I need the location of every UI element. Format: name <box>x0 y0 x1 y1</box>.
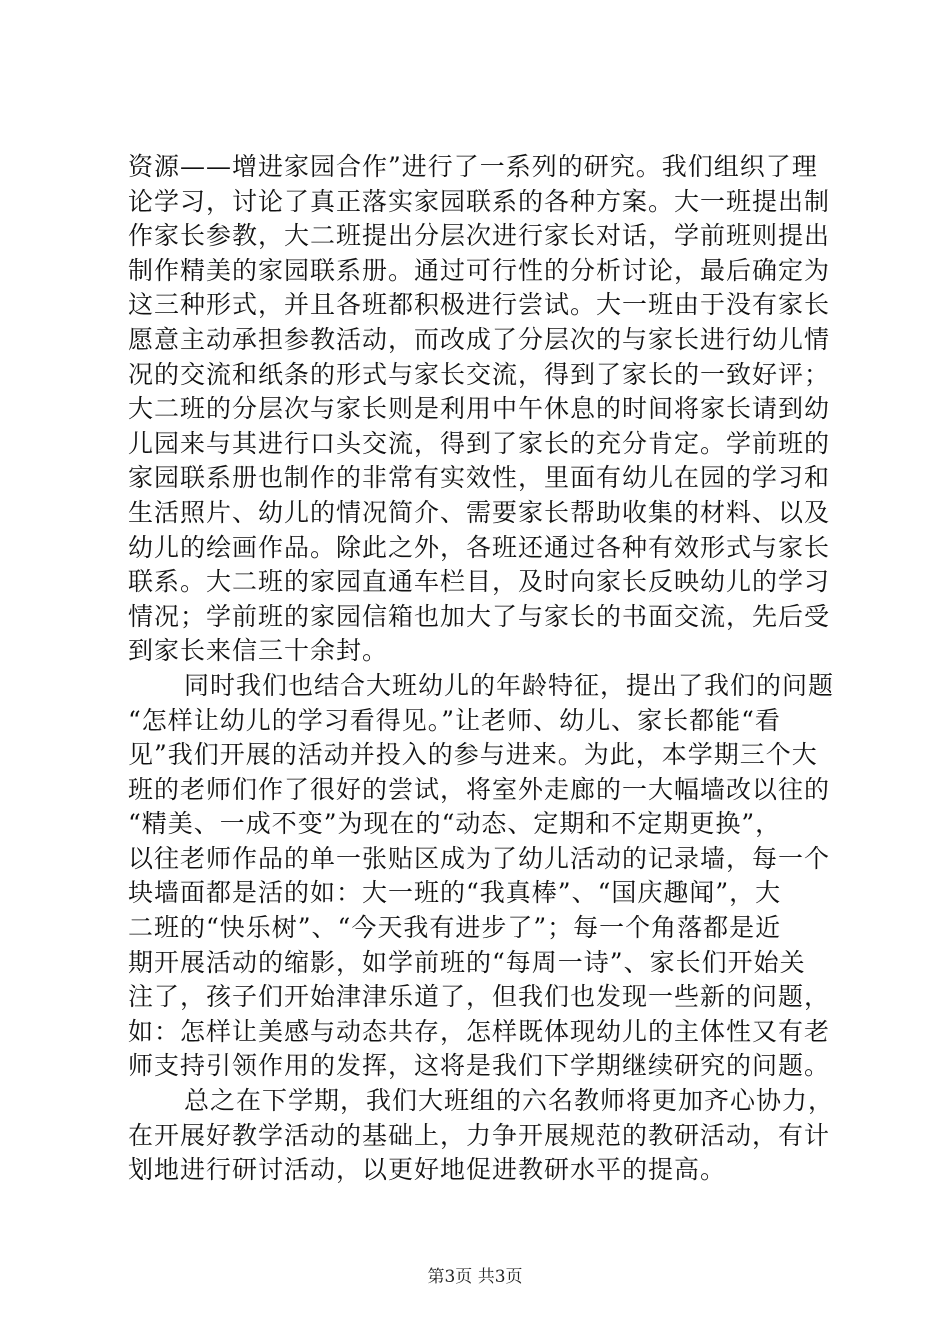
text-line: 制作精美的家园联系册。通过可行性的分析讨论，最后确定为 <box>128 255 831 285</box>
text-line: 二班的“快乐树”、“今天我有进步了”；每一个角落都是近 <box>128 913 782 943</box>
text-line: 期开展活动的缩影，如学前班的“每周一诗”、家长们开始关 <box>128 947 806 977</box>
text-line: 作家长参教，大二班提出分层次进行家长对话，学前班则提出 <box>128 221 831 251</box>
paragraph-start-line: 同时我们也结合大班幼儿的年龄特征，提出了我们的问题 <box>184 670 835 700</box>
text-line: 联系。大二班的家园直通车栏目，及时向家长反映幼儿的学习 <box>128 567 831 597</box>
text-line: 划地进行研讨活动，以更好地促进教研水平的提高。 <box>128 1155 727 1185</box>
text-line: 生活照片、幼儿的情况简介、需要家长帮助收集的材料、以及 <box>128 497 831 527</box>
paragraph-start-line: 总之在下学期，我们大班组的六名教师将更加齐心协力， <box>184 1086 835 1116</box>
body-text <box>128 150 835 1188</box>
text-line: 情况；学前班的家园信箱也加大了与家长的书面交流，先后受 <box>128 601 831 631</box>
text-line: 资源——增进家园合作”进行了一系列的研究。我们组织了理 <box>128 152 818 181</box>
text-line: 到家长来信三十余封。 <box>128 636 389 666</box>
text-line: 这三种形式，并且各班都积极进行尝试。大一班由于没有家长 <box>128 290 831 320</box>
text-line: “精美、一成不变”为现在的“动态、定期和不定期更换”， <box>128 809 782 839</box>
page-number-footer: 第3页 共3页 <box>427 1267 523 1287</box>
text-line: 班的老师们作了很好的尝试，将室外走廊的一大幅墙改以往的 <box>128 774 831 804</box>
text-line: 在开展好教学活动的基础上，力争开展规范的教研活动，有计 <box>128 1120 831 1150</box>
text-line: “怎样让幼儿的学习看得见。”让老师、幼儿、家长都能“看 <box>128 705 781 735</box>
text-line: 论学习，讨论了真正落实家园联系的各种方案。大一班提出制 <box>128 186 831 216</box>
text-line: 况的交流和纸条的形式与家长交流，得到了家长的一致好评； <box>128 359 831 389</box>
text-line: 见”我们开展的活动并投入的参与进来。为此，本学期三个大 <box>128 740 818 770</box>
text-line: 幼儿的绘画作品。除此之外，各班还通过各种有效形式与家长 <box>128 532 831 562</box>
text-line: 注了，孩子们开始津津乐道了，但我们也发现一些新的问题， <box>128 982 831 1012</box>
text-line: 以往老师作品的单一张贴区成为了幼儿活动的记录墙，每一个 <box>128 843 831 873</box>
text-line: 如：怎样让美感与动态共存，怎样既体现幼儿的主体性又有老 <box>128 1016 831 1046</box>
text-line: 大二班的分层次与家长则是利用中午休息的时间将家长请到幼 <box>128 394 831 424</box>
text-line: 家园联系册也制作的非常有实效性，里面有幼儿在园的学习和 <box>128 463 831 493</box>
text-line: 儿园来与其进行口头交流，得到了家长的充分肯定。学前班的 <box>128 428 831 458</box>
text-line: 块墙面都是活的如：大一班的“我真棒”、“国庆趣闻”，大 <box>128 878 782 908</box>
text-line: 师支持引领作用的发挥，这将是我们下学期继续研究的问题。 <box>128 1051 831 1081</box>
text-line: 愿意主动承担参教活动，而改成了分层次的与家长进行幼儿情 <box>128 324 831 354</box>
